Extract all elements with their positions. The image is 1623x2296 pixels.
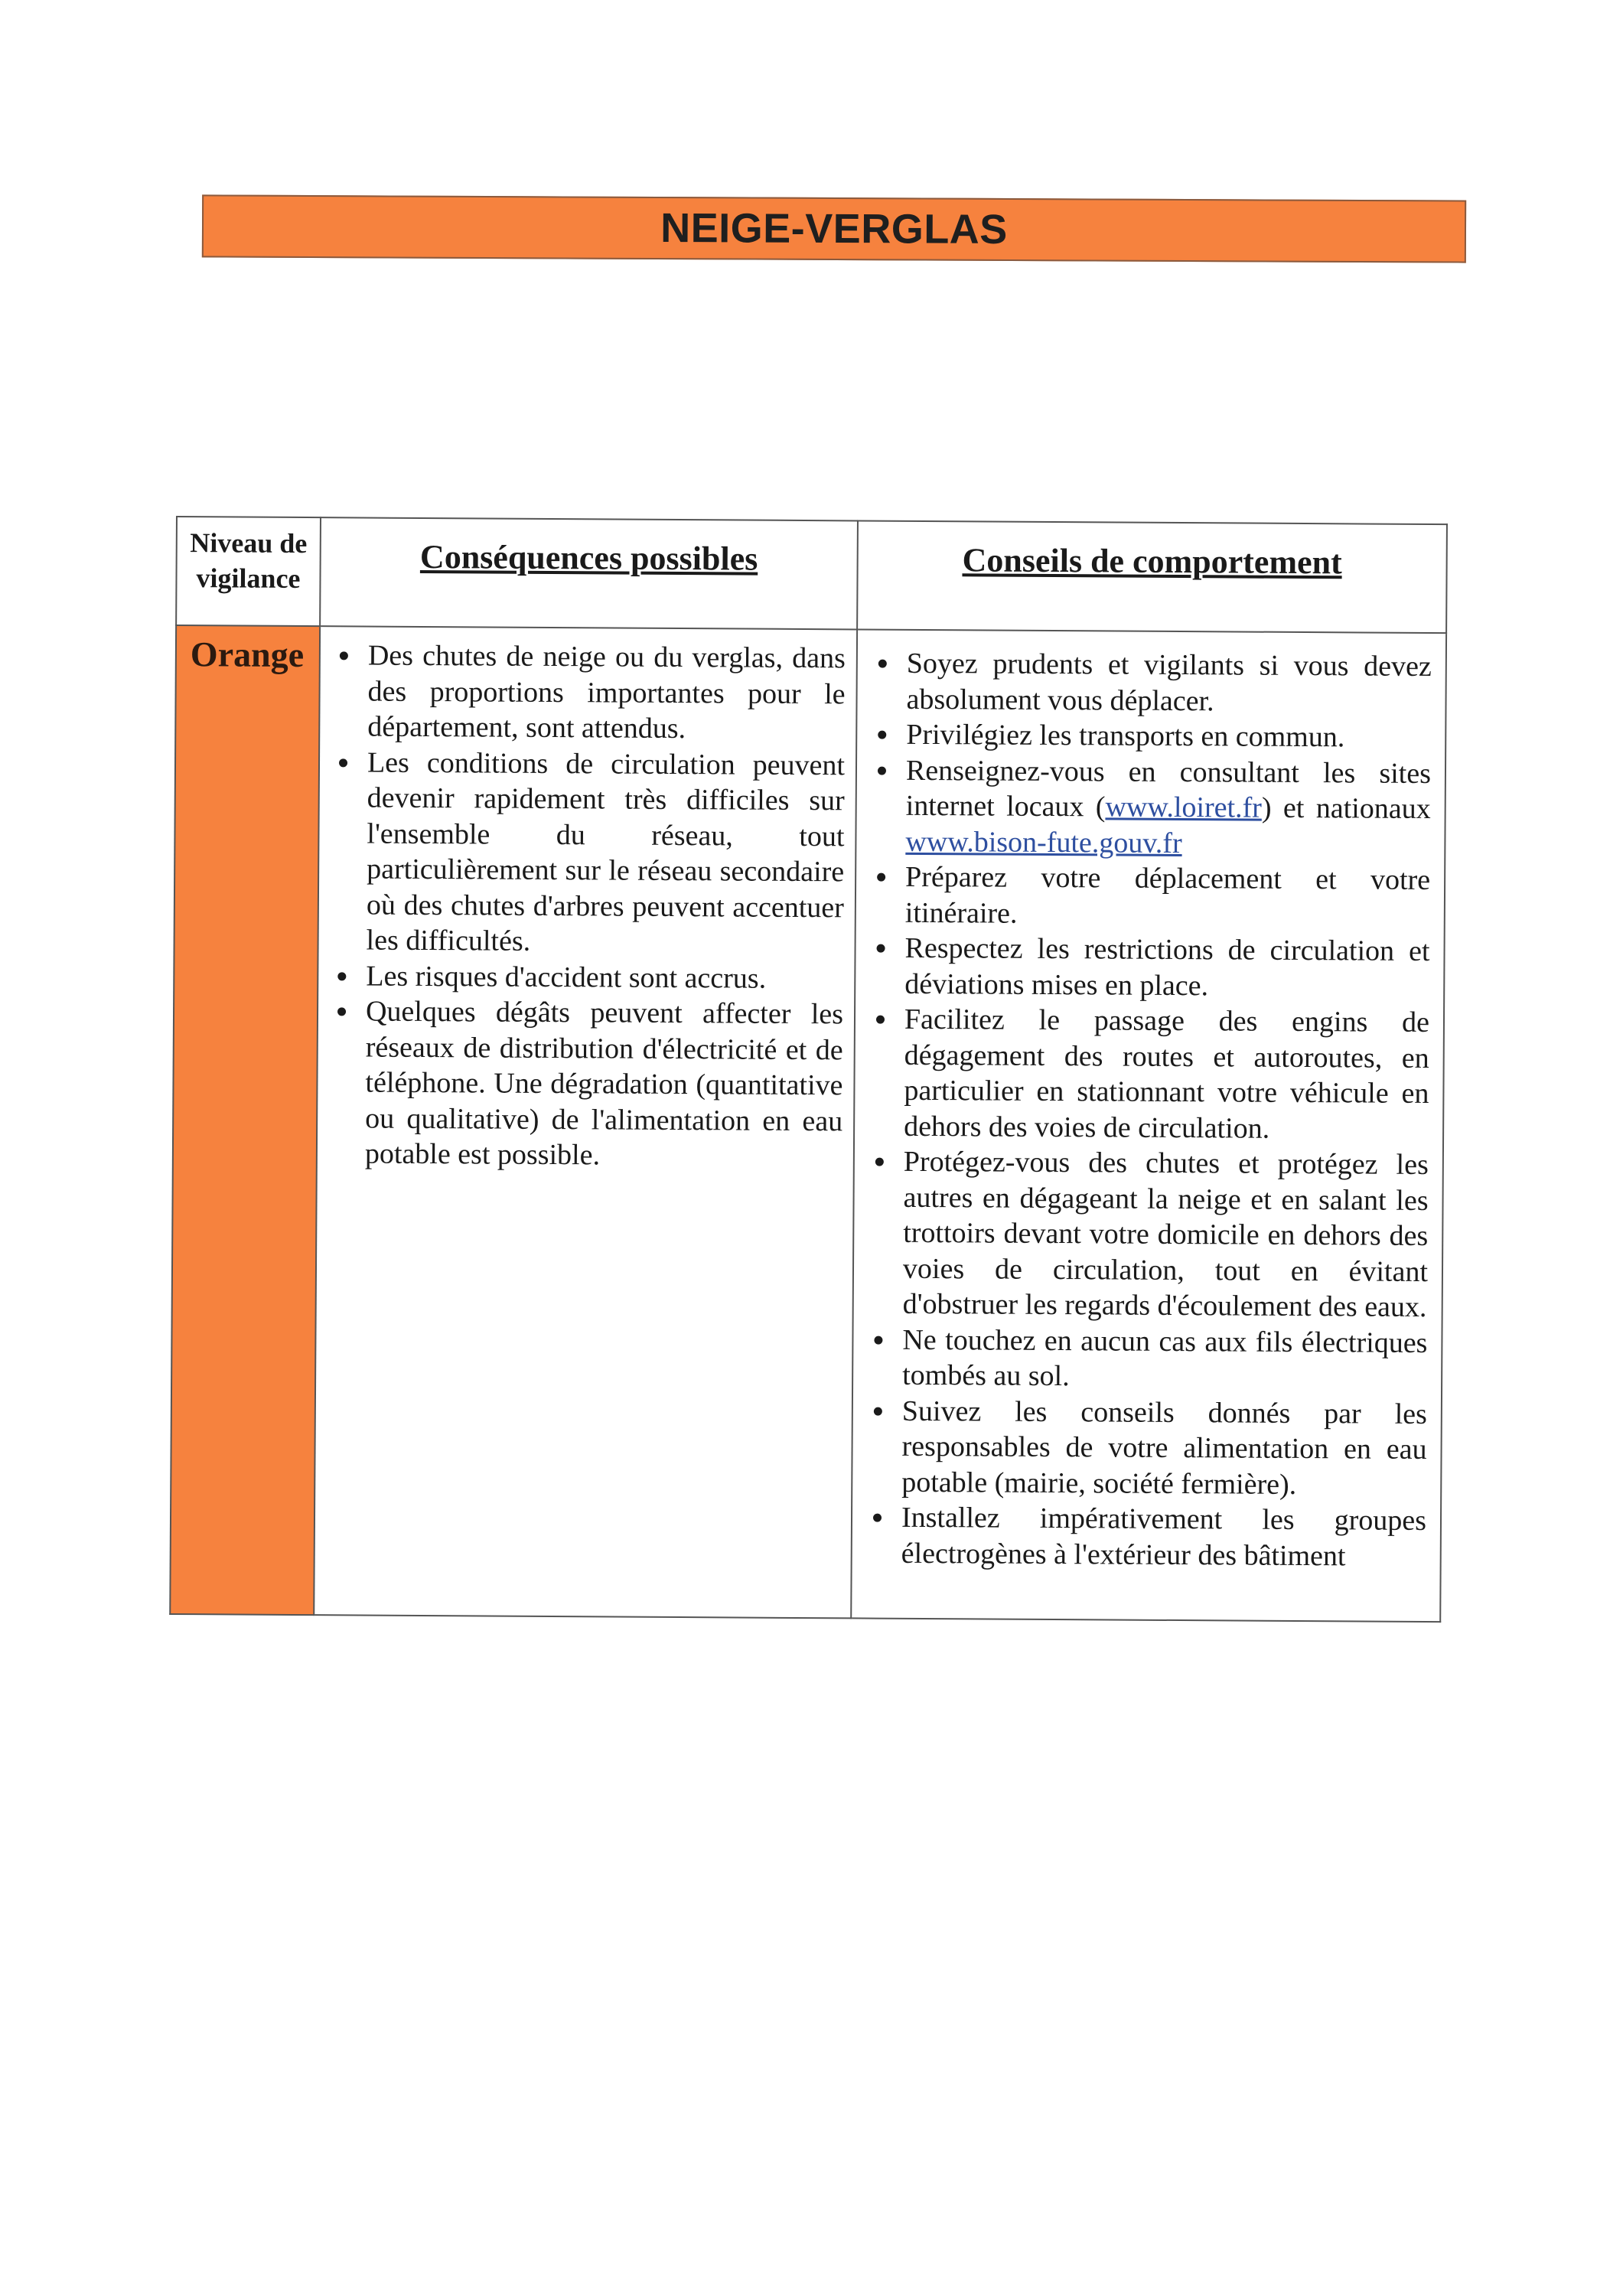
conseils-cell <box>851 629 1446 1622</box>
level-label: Orange <box>190 634 305 675</box>
list-item: • Installez impérativement les groupes électrogènes à l'extérieur des bâtiment <box>895 1500 1427 1574</box>
list-item: • Suivez les conseils donnés par les responsables de votre alimentation en eau potable (mairie, société fermière). <box>895 1393 1427 1503</box>
level-orange-cell <box>170 625 320 1615</box>
page-title: NEIGE-VERGLAS <box>660 205 1008 253</box>
header-conseils: Conseils de comportement <box>857 520 1447 633</box>
link-loiret[interactable]: www.loiret.fr <box>1105 791 1263 824</box>
list-item: • Quelques dégâts peuvent affecter les réseaux de distribution d'électricité et de téléphone. Une dégradation (quantitative ou qualitative) de l'alimentation en eau potable est possible. <box>359 993 843 1174</box>
list-item: • Des chutes de neige ou du verglas, dans des proportions importantes pour le département, sont attendus. <box>361 638 846 747</box>
vigilance-table <box>169 516 1448 1623</box>
conseil-text: Renseignez-vous en consultant les sites internet locaux ( <box>905 754 1432 823</box>
list-item: • Préparez votre déplacement et votre itinéraire. <box>899 859 1431 934</box>
title-banner <box>202 194 1466 263</box>
list-item: • Protégez-vous des chutes et protégez les autres en dégageant la neige et en salant les trottoirs devant votre domicile en dehors des voies de circulation, tout en évitant d'obstruer les regards d'écoulement des eaux. <box>897 1144 1429 1326</box>
list-item: • Facilitez le passage des engins de dégagement des routes et autoroutes, en particulier en stationnant votre véhicule en dehors des voies de circulation. <box>898 1002 1429 1147</box>
consequences-cell <box>314 626 857 1618</box>
list-item: • Les risques d'accident sont accrus. <box>360 958 843 996</box>
list-item: • Respectez les restrictions de circulation et déviations mises en place. <box>898 931 1430 1005</box>
orange-row <box>170 625 1446 1622</box>
conseil-text: ) et nationaux <box>1261 791 1431 826</box>
header-consequences: Conséquences possibles <box>320 517 858 629</box>
header-level: Niveau de vigilance <box>176 517 321 626</box>
conseils-list <box>852 630 1445 1574</box>
list-item <box>899 752 1431 863</box>
list-item: • Les conditions de circulation peuvent devenir rapidement très difficiles sur l'ensemble du réseau, tout particulièrement sur le réseau secondaire où des chutes d'arbres peuvent accentuer les difficultés. <box>360 745 845 961</box>
list-item: • Ne touchez en aucun cas aux fils électriques tombés au sol. <box>896 1322 1428 1396</box>
consequences-list <box>318 627 856 1175</box>
list-item: • Soyez prudents et vigilants si vous devez absolument vous déplacer. <box>900 646 1432 720</box>
link-bison-fute[interactable]: www.bison-fute.gouv.fr <box>905 825 1182 859</box>
list-item: • Privilégiez les transports en commun. <box>900 717 1431 756</box>
header-row <box>176 517 1447 633</box>
